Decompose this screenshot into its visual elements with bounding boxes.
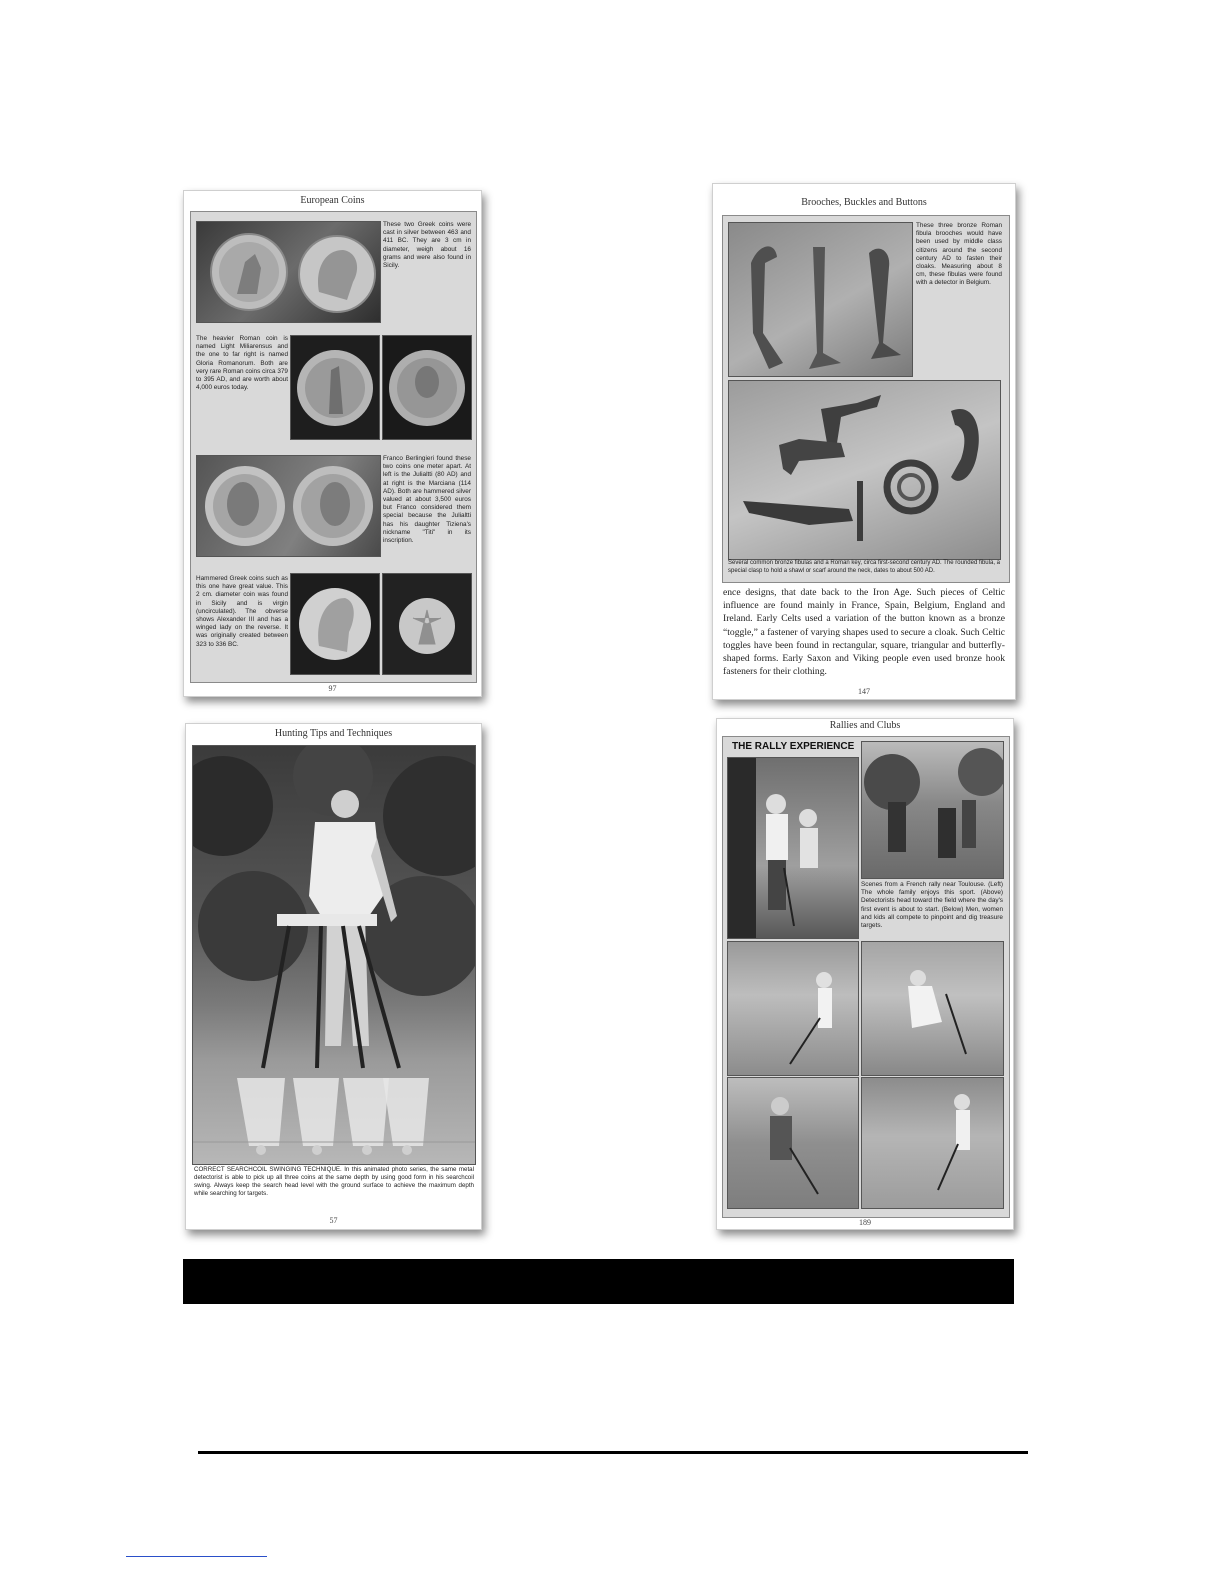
caption-searchcoil: CORRECT SEARCHCOIL SWINGING TECHNIQUE. In this animated photo series, the same metal detectorist is able to pick up all three coins at the same depth by using good form in his searchcoil swing. Always keep the search head level with the ground surface to achieve the maximum depth while searching for targets. (194, 1166, 474, 1197)
caption-rally: Scenes from a French rally near Toulouse. (Left) The whole family enjoys this sport. (Above) Detectorists head toward the field where the day's first event is about to start. (Below) Men, women and kids all compete to pinpoint and dig treasure targets. (861, 881, 1003, 930)
caption-bronze-fibulas: Several common bronze fibulas and a Roman key, circa first-second century AD. The rounded fibula, a special clasp to hold a shawl or scarf around the neck, dates to about 500 AD. (728, 560, 1000, 574)
page-number: 189 (859, 1218, 871, 1227)
page-brooches (712, 183, 1016, 700)
page-european-coins (183, 190, 482, 697)
greek-coins-photo (196, 221, 381, 323)
woman-digging-photo (861, 941, 1004, 1076)
man-detecting-photo (727, 1077, 859, 1209)
page-number: 147 (858, 687, 870, 696)
boy-detecting-photo (861, 1077, 1004, 1209)
horizontal-rule (198, 1451, 1028, 1454)
page-number: 57 (329, 1216, 338, 1225)
caption-hammered-coins: Franco Berlingieri found these two coins one meter apart. At left is the Julialtti (80 AD) and at right is the Marciana (114 AD). Both are hammered silver valued at about 3,500 euros but Franco considered them special because the Julialtti has his daughter Tiziena's nickname "Titi" in its inscription. (383, 455, 471, 545)
page-title: Rallies and Clubs (829, 720, 901, 731)
page-rallies-clubs (716, 718, 1014, 1230)
caption-roman-coins: The heavier Roman coin is named Light Miliarensus and the one to far right is named Gloria Romanorum. Both are very rare Roman coins circa 379 to 395 AD, and are worth about 4,000 euros today. (196, 335, 288, 392)
roman-coin-photo-2 (382, 335, 472, 440)
black-redaction-bar (183, 1259, 1014, 1304)
caption-greek-coins: These two Greek coins were cast in silver between 463 and 411 BC. They are 3 cm in diameter, weigh about 16 grams and were also found in Sicily. (383, 221, 471, 270)
roman-coin-photo-1 (290, 335, 380, 440)
detectorists-walking-photo (861, 741, 1004, 879)
rally-heading: THE RALLY EXPERIENCE (732, 741, 855, 752)
caption-greek-hammered: Hammered Greek coins such as this one have great value. This 2 cm. diameter coin was found in Sicily and is virgin (uncirculated). The obverse shows Alexander III and has a winged lady on the reverse. It was originally created between 323 to 336 BC. (196, 575, 288, 648)
roman-fibula-photo (728, 222, 913, 377)
searchcoil-technique-photo (192, 745, 476, 1165)
link-underline (126, 1556, 267, 1557)
page-title: Hunting Tips and Techniques (274, 728, 393, 739)
family-rally-photo (727, 757, 859, 939)
coin-illustration (197, 222, 380, 322)
page-title: European Coins (300, 195, 365, 206)
alexander-coin-obverse (290, 573, 380, 675)
page-number: 97 (328, 684, 337, 693)
bronze-fibulas-photo (728, 380, 1001, 560)
alexander-coin-reverse (382, 573, 472, 675)
page-title: Brooches, Buckles and Buttons (801, 197, 927, 208)
page-hunting-tips (185, 723, 482, 1230)
body-text: ence designs, that date back to the Iron Age. Such pieces of Celtic influence are found mainly in France, Spain, Belgium, England and Ireland. Early Celts used a variation of the button known as a bronze “toggle,” a fastener of varying shapes used to secure a cloak. Such Celtic toggles have been found in rectangular, square, triangular and butterfly-shaped forms. Early Saxon and Viking people even used bronze hook fasteners for their clothing. (723, 587, 1005, 678)
girl-detecting-photo (727, 941, 859, 1076)
caption-fibula: These three bronze Roman fibula brooches would have been used by middle class citizens around the second century AD to fasten their cloaks. Measuring about 8 cm, these fibulas were found with a detector in Belgium. (916, 222, 1002, 287)
hammered-coins-photo (196, 455, 381, 557)
